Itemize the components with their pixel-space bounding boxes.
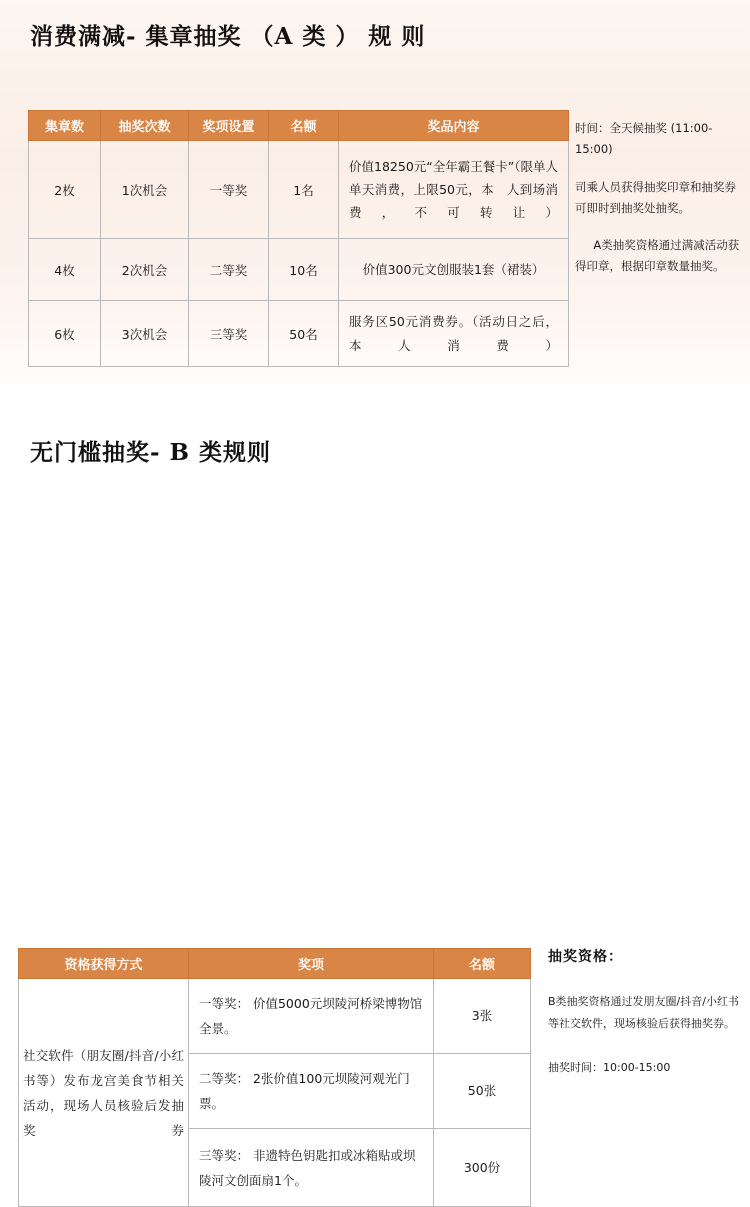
cell-quota: 10名 [269, 239, 339, 301]
table-a-stamp-lottery-rules [28, 110, 569, 367]
cell-prize-content: 服务区50元消费券。（活动日之后，本人消费） [339, 301, 569, 367]
cell-prize-content: 价值300元文创服装1套（裙装） [339, 239, 569, 301]
cell-quota: 50名 [269, 301, 339, 367]
table-b-header-row [19, 949, 531, 979]
cell-prize-level: 二等奖 [189, 239, 269, 301]
cell-stamps: 6枚 [29, 301, 101, 367]
section-b [0, 400, 750, 1188]
cell-quota: 300份 [434, 1129, 531, 1207]
table-row [29, 239, 569, 301]
table-row [19, 979, 531, 1054]
cell-stamps: 4枚 [29, 239, 101, 301]
table-row [29, 141, 569, 239]
cell-stamps: 2枚 [29, 141, 101, 239]
note-b-title: 抽奖资格： [548, 949, 623, 965]
table-a-header-chances: 抽奖次数 [101, 111, 189, 141]
note-a-qualify: A类抽奖资格通过满减活动获得印章，根据印章数量抽奖。 [575, 238, 740, 274]
table-a-header-stamps: 集章数 [29, 111, 101, 141]
cell-prize-content: 价值18250元“全年霸王餐卡”（限单人单天消费，上限50元，本 人到场消费，不可转让） [339, 141, 569, 239]
table-row [29, 301, 569, 367]
table-b-header-prize: 奖项 [189, 949, 434, 979]
section-b-notes [548, 943, 740, 1101]
cell-chances: 2次机会 [101, 239, 189, 301]
cell-prize: 一等奖： 价值5000元坝陵河桥梁博物馆全景。 [189, 979, 434, 1054]
cell-quota: 3张 [434, 979, 531, 1054]
cell-prize-level: 三等奖 [189, 301, 269, 367]
table-a-header-prize-content: 奖品内容 [339, 111, 569, 141]
table-b-header-quota: 名额 [434, 949, 531, 979]
table-a-header-quota: 名额 [269, 111, 339, 141]
cell-chances: 1次机会 [101, 141, 189, 239]
cell-quota: 1名 [269, 141, 339, 239]
note-b-qualify: B类抽奖资格通过发朋友圈/抖音/小红书等社交软件，现场核验后获得抽奖券。 [548, 995, 739, 1030]
cell-prize: 三等奖： 非遗特色钥匙扣或冰箱贴或坝陵河文创面扇1个。 [189, 1129, 434, 1207]
cell-quota: 50张 [434, 1054, 531, 1129]
cell-chances: 3次机会 [101, 301, 189, 367]
table-b-header-qualify: 资格获得方式 [19, 949, 189, 979]
table-a-header-row [29, 111, 569, 141]
table-a-header-prize-level: 奖项设置 [189, 111, 269, 141]
table-b-free-lottery-rules [18, 948, 531, 1207]
note-a-driver: 司乘人员获得抽奖印章和抽奖券可即时到抽奖处抽奖。 [575, 179, 736, 215]
note-a-time: 时间：全天候抽奖 (11:00-15:00) [575, 121, 713, 157]
cell-prize-level: 一等奖 [189, 141, 269, 239]
section-b-title: 无门槛抽奖- B 类规则 [30, 439, 272, 466]
cell-qualify-method: 社交软件（朋友圈/抖音/小红书等）发布龙宫美食节相关活动，现场人员核验后发抽奖券 [19, 979, 189, 1207]
section-a-notes [575, 118, 740, 294]
cell-prize: 二等奖： 2张价值100元坝陵河观光门票。 [189, 1054, 434, 1129]
section-a [0, 0, 750, 400]
note-b-time: 抽奖时间：10:00-15:00 [548, 1061, 671, 1074]
section-a-title: 消费满减- 集章抽奖 （A 类 ） 规 则 [30, 23, 426, 50]
